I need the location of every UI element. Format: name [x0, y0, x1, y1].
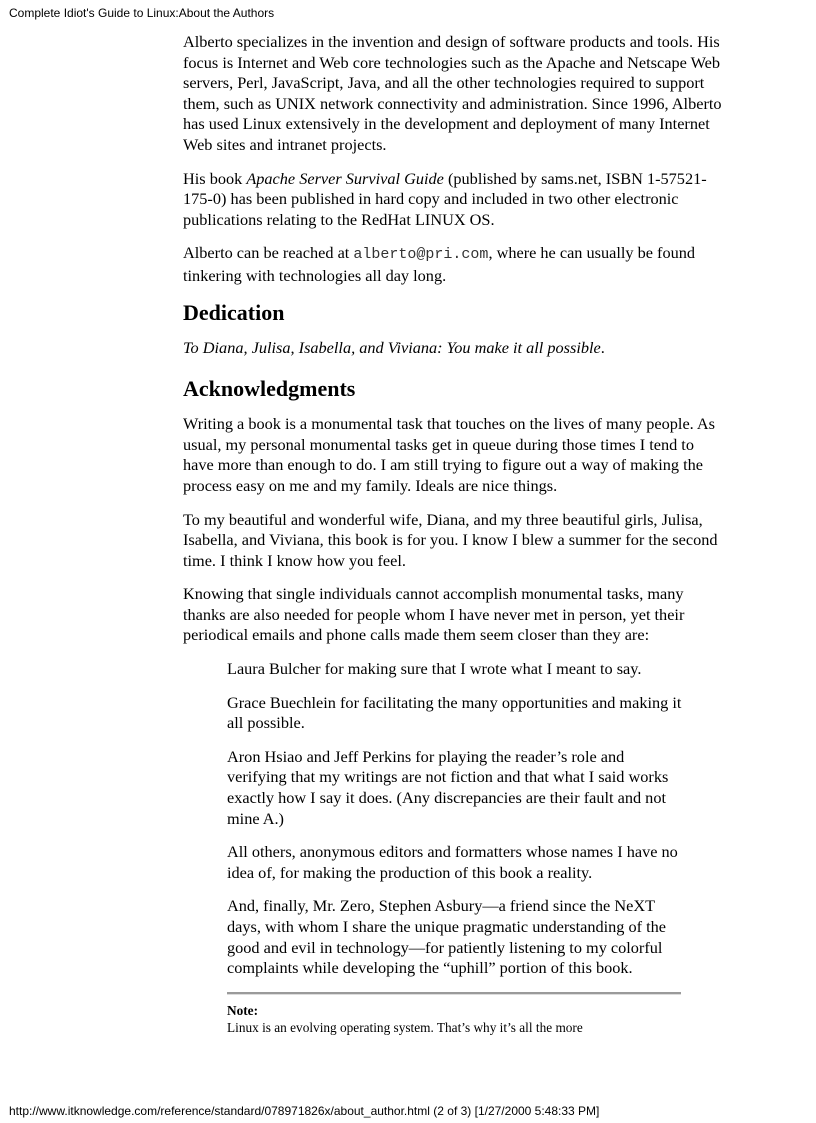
page-footer-url: http://www.itknowledge.com/reference/standard/078971826x/about_author.html (2 of 3) [1/27/2000 5:48:33 PM] [9, 1104, 600, 1118]
note-box [227, 1002, 682, 1036]
dedication-text [183, 338, 728, 359]
acknowledgments-heading: Acknowledgments [183, 376, 356, 402]
content-body [183, 32, 728, 1036]
dedication-italic: To Diana, Julisa, Isabella, and Viviana: You make it all possible [183, 337, 601, 357]
text-span: , where he can usually be found tinkering with technologies all day long. [183, 243, 696, 285]
email-address: alberto@pri.com [353, 246, 489, 264]
page-header: Complete Idiot's Guide to Linux:About the Authors [9, 6, 275, 20]
text-span: . [600, 337, 605, 357]
note-divider [227, 992, 681, 995]
acknowledgments-paragraph-2: To my beautiful and wonderful wife, Diana, and my three beautiful girls, Julisa, Isabella, and Viviana, this book is for you. I know I blew a summer for the second time. I think I know how you feel. [183, 509, 718, 570]
acknowledgments-paragraph-3: Knowing that single individuals cannot accomplish monumental tasks, many thanks are also needed for people whom I have never met in person, yet their periodical emails and phone calls made them seem closer than they are: [183, 584, 685, 645]
book-title: Apache Server Survival Guide [246, 168, 444, 188]
thanks-item: Laura Bulcher for making sure that I wrote what I meant to say. [227, 659, 642, 679]
intro-paragraph-3 [183, 243, 728, 286]
intro-paragraph-2 [183, 169, 728, 231]
thanks-item: Aron Hsiao and Jeff Perkins for playing the reader’s role and verifying that my writings are not fiction and that what I said works exactly how I say it does. (Any discrepancies are their fault and not mine A.) [227, 746, 669, 828]
text-span: Alberto can be reached at [183, 243, 354, 263]
intro-paragraph-1: Alberto specializes in the invention and design of software products and tools. His focus is Internet and Web core technologies such as the Apache and Netscape Web servers, Perl, JavaScript, Java, and all the other technologies required to support them, such as UNIX network connectivity and administration. Since 1996, Alberto has used Linux extensively in the development and deployment of many Internet Web sites and intranet projects. [183, 32, 722, 154]
thanks-list [227, 659, 682, 979]
thanks-item: Grace Buechlein for facilitating the many opportunities and making it all possible. [227, 692, 682, 733]
text-span: (published by sams.net, ISBN 1-57521-175-0) has been published in hard copy and included in two other electronic publications relating to the RedHat LINUX OS. [183, 168, 707, 229]
acknowledgments-paragraph-1: Writing a book is a monumental task that touches on the lives of many people. As usual, my personal monumental tasks get in queue during those times I tend to have more than enough to do. I am still trying to figure out a way of making the process easy on me and my family. Ideals are nice things. [183, 414, 716, 495]
thanks-item: And, finally, Mr. Zero, Stephen Asbury—a friend since the NeXT days, with whom I share the unique pragmatic understanding of the good and evil in technology—for patiently listening to my colorful complaints while developing the “uphill” portion of this book. [227, 896, 667, 978]
note-text: Linux is an evolving operating system. That’s why it’s all the more [227, 1019, 583, 1035]
thanks-item: All others, anonymous editors and formatters whose names I have no idea of, for making the production of this book a reality. [227, 842, 678, 882]
text-span: His book [183, 168, 247, 188]
dedication-heading: Dedication [183, 299, 285, 325]
note-label: Note: [227, 1002, 259, 1018]
